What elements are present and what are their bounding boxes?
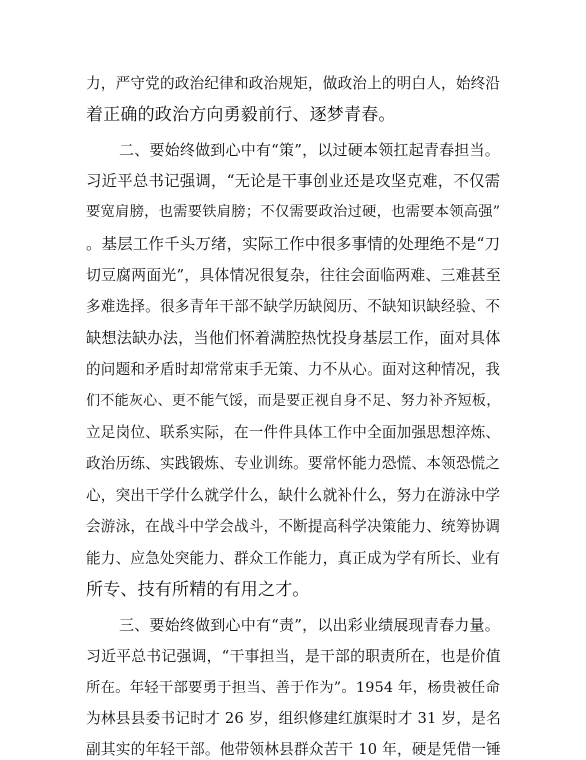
text-line: 政治历练、实践锻炼、专业训练。要常怀能力恐慌、本领恐慌之	[86, 455, 501, 472]
text-line: 缺想法缺办法，当他们怀着满腔热忱投身基层工作，面对具体	[86, 329, 501, 347]
text-line: 力，严守党的政治纪律和政治规矩，做政治上的明白人，始终沿	[86, 75, 501, 92]
text-line: 所专、技有所精的有用之才。	[86, 580, 310, 600]
text-line: 着正确的政治方向勇毅前行、逐梦青春。	[86, 105, 396, 125]
text-line: 立足岗位、联系实际，在一件件具体工作中全面加强思想淬炼、	[86, 424, 501, 441]
text-line: 切豆腐两面光”，具体情况很复杂，往往会面临两难、三难甚至	[86, 266, 501, 284]
text-line: 们不能灰心、更不能气馁，而是要正视自身不足、努力补齐短板，	[86, 393, 501, 409]
text-line: 为林县县委书记时才 26 岁，组织修建红旗渠时才 31 岁，是名	[86, 710, 501, 727]
text-line: 会游泳，在战斗中学会战斗，不断提高科学决策能力、统筹协调	[86, 518, 501, 535]
text-line: 习近平总书记强调，“干事担当，是干部的职责所在，也是价值	[86, 647, 501, 665]
text-line: 多难选择。很多青年干部不缺学历缺阅历、不缺知识缺经验、不	[86, 298, 501, 315]
text-line: 能力、应急处突能力、群众工作能力，真正成为学有所长、业有	[86, 550, 501, 567]
section-heading: 三、要始终做到心中有“责”，以出彩业绩展现青春力量。	[119, 616, 500, 634]
text-line: 。基层工作千头万绪，实际工作中很多事情的处理绝不是“刀	[86, 235, 501, 253]
text-line: 习近平总书记强调，“无论是干事创业还是攻坚克难，不仅需	[86, 172, 501, 190]
text-line: 的问题和矛盾时却常常束手无策、力不从心。面对这种情况，我	[86, 361, 501, 378]
text-line: 心，突出干学什么就学什么，缺什么就补什么，努力在游泳中学	[86, 487, 501, 504]
text-line: 所在。年轻干部要勇于担当、善于作为”。1954 年，杨贵被任命	[86, 680, 501, 696]
section-heading: 二、要始终做到心中有“策”，以过硬本领扛起青春担当。	[119, 141, 500, 159]
text-line: 要宽肩膀，也需要铁肩膀；不仅需要政治过硬，也需要本领高强”	[86, 204, 501, 220]
text-line: 副其实的年轻干部。他带领林县群众苦干 10 年，硬是凭借一锤	[86, 741, 502, 758]
